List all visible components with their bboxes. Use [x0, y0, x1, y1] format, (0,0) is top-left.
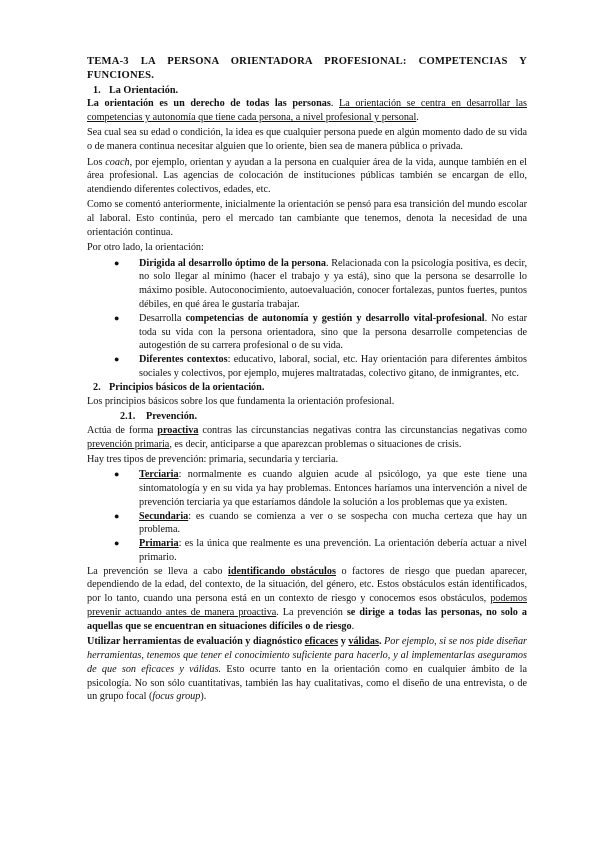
italic-text: Por ejemplo, si se nos pide diseñar herramientas, tenemos que tener el conocimiento suficiente para hacerlo, y al implementarlas aseguramos de que son eficaces y válidas.	[87, 636, 528, 675]
bullet-icon: ●	[114, 538, 120, 549]
document-page	[87, 55, 527, 706]
paragraph	[87, 97, 527, 125]
bold-underlined-text: Primaria	[139, 538, 179, 550]
text: Los	[87, 156, 106, 168]
text: Esto ocurre tanto en la orientación como en cualquier ámbito de la psicología. No son sólo cuantitativas, también las hay cualitativas, como el diseño de una entrevista, o de un grupo focal (	[87, 663, 527, 703]
text: : normalmente es cuando alguien acude al psicólogo, ya que este tiene una sintomatología y en su vida ya hay problemas. Entonces haríamos una intervención a nivel de prevención terciaria ya que estaríamos dándole la solución a los problemas que ya existen.	[139, 469, 527, 508]
bold-text: .	[378, 636, 385, 648]
bold-text: se dirige a todas las personas, no solo a aquellas que se encuentran en situaciones difíciles o de riesgo	[87, 607, 527, 632]
bold-underlined-text: proactiva	[157, 424, 199, 436]
paragraph: Por otro lado, la orientación:	[87, 242, 204, 254]
text: .	[351, 620, 355, 632]
paragraph	[87, 635, 527, 704]
bullet-icon: ●	[114, 510, 120, 521]
bullet-list	[87, 468, 527, 565]
bold-underlined-text: identificando obstáculos	[228, 565, 336, 577]
text: , es decir, anticiparse a que aparezcan problemas o situaciones de crisis.	[169, 438, 462, 450]
bold-text: Utilizar herramientas de evaluación y diagnóstico	[87, 636, 305, 648]
subsection-title: Prevención.	[146, 410, 198, 422]
underlined-text: podemos prevenir actuando antes de manera proactiva	[87, 593, 527, 619]
bullet-icon: ●	[114, 354, 120, 365]
bold-text: Diferentes contextos	[139, 354, 228, 366]
subsection-number: 2.1.	[120, 410, 136, 422]
paragraph: Sea cual sea su edad o condición, la idea es que cualquier persona puede en algún momento dado de su vida o de manera continua necesitar alguien que lo oriente, bien sea de manera pública o privada.	[87, 127, 527, 153]
list-item	[87, 537, 527, 565]
text: : educativo, laboral, social, etc. Hay orientación para diferentes ámbitos sociales y colectivos, por ejemplo, mujeres maltratadas, colectivo gitano, de inmigrantes, etc.	[139, 354, 527, 380]
text: . Relacionada con la psicología positiva, es decir, no solo llegar al mínimo (hacer el trabajo y ya está), sino que la persona se desarrolle lo máximo posible. Autoconocimiento, autoevaluación, conocer fortalezas, puntos fuertes, puntos débiles, en qué área le gustaría trabajar.	[139, 257, 527, 311]
text: . No estar toda su vida con la persona orientadora, sino que la persona desarrolle competencias de autogestión de su carrera profesional o de su vida.	[139, 312, 527, 352]
underlined-text: La orientación se centra en desarrollar las competencias y autonomía que tiene cada persona, a nivel profesional y personal	[87, 98, 527, 124]
section-heading-principios	[87, 381, 527, 395]
text: , por ejemplo, orientan y ayudan a la persona en cualquier área de la vida, aunque también en el área profesional. Las agencias de colocación de instituciones públicas también se encargan de ello, atendiendo diferentes colectivos, edades, etc.	[87, 156, 528, 196]
text: : es cuando se comienza a ver o se sospecha con mucha certeza que hay un problema.	[139, 510, 527, 536]
text: .	[330, 98, 339, 110]
bold-text: Dirigida al desarrollo óptimo de la persona	[139, 257, 327, 269]
paragraph: Los principios básicos sobre los que fundamenta la orientación profesional.	[87, 395, 395, 407]
bold-underlined-text: Secundaria	[139, 510, 189, 522]
paragraph	[87, 424, 527, 452]
text: . La prevención	[276, 607, 347, 619]
bold-underlined-text: Terciaria	[139, 469, 179, 481]
paragraph: Como se comentó anteriormente, inicialmente la orientación se pensó para esa transición del mundo escolar al laboral. Esto continúa, pero el mercado tan cambiante que tenemos, denota la necesidad de una orientación continua.	[87, 199, 527, 239]
list-item	[87, 257, 527, 312]
section-heading-orientacion	[87, 84, 527, 98]
bullet-icon: ●	[114, 469, 120, 480]
text: .	[416, 112, 419, 124]
text: o factores de riesgo que puedan aparecer, dependiendo de la edad, del contexto, de la situación, del género, etc. Estos obstáculos están identificados, por lo tanto, cuando una persona está en un contexto de riesgo y conocemos esos obstáculos,	[87, 565, 527, 605]
document-title: TEMA-3 LA PERSONA ORIENTADORA PROFESIONAL: COMPETENCIAS Y FUNCIONES.	[87, 56, 527, 81]
bold-underlined-text: válidas	[348, 636, 379, 648]
list-item	[87, 312, 527, 353]
bold-underlined-text: eficaces	[304, 636, 339, 648]
bold-text: La orientación es un derecho de todas las personas	[87, 98, 331, 110]
section-number: 1.	[93, 84, 101, 96]
text: Desarrolla	[139, 312, 186, 324]
italic-text: coach	[105, 156, 130, 168]
text: La prevención se lleva a cabo	[87, 565, 228, 577]
bullet-icon: ●	[114, 257, 120, 268]
text: : es la única que realmente es una prevención. La orientación debería actuar a nivel primario.	[139, 538, 527, 563]
section-number: 2.	[93, 381, 101, 393]
text: Actúa de forma	[87, 424, 158, 436]
bold-text: y	[338, 636, 349, 648]
section-title: Principios básicos de la orientación.	[109, 381, 265, 393]
underlined-text: prevención primaria	[87, 438, 170, 450]
text: ).	[200, 691, 207, 703]
list-item	[87, 353, 527, 381]
list-item	[87, 468, 527, 509]
bold-text: competencias de autonomía y gestión y desarrollo vital-profesional	[185, 312, 485, 324]
list-item	[87, 510, 527, 538]
text: contras las circunstancias negativas contra las circunstancias negativas como	[198, 424, 527, 436]
paragraph: Hay tres tipos de prevención: primaria, secundaria y terciaria.	[87, 453, 339, 465]
italic-text: focus group	[152, 691, 201, 703]
paragraph	[87, 565, 527, 634]
bullet-list	[87, 257, 527, 381]
bullet-icon: ●	[114, 312, 120, 323]
section-title: La Orientación.	[109, 84, 179, 96]
paragraph	[87, 156, 527, 197]
subsection-heading-prevencion	[120, 410, 527, 424]
